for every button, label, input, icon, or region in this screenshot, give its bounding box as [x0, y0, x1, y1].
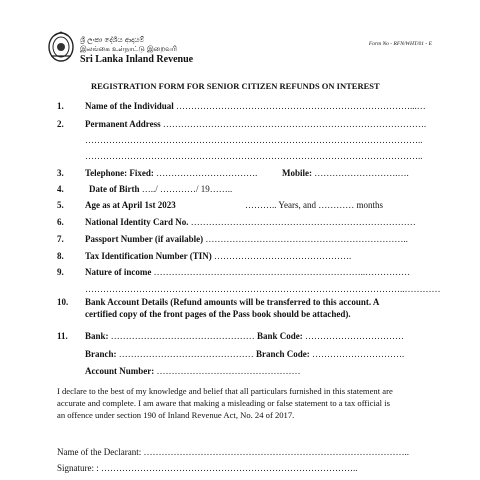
field-name[interactable]: ……………………………………………………………………...…: [176, 101, 426, 111]
item-number: 2.: [57, 119, 64, 129]
field-address-line1[interactable]: …………………………………………………………………………….: [162, 119, 427, 129]
field-tin[interactable]: ……………………………………….: [214, 251, 352, 261]
label-age-months: months: [356, 200, 384, 210]
field-date-of-birth[interactable]: …../ …………/ 19……..: [141, 184, 233, 194]
item-number: 9.: [57, 267, 64, 277]
label-nature-of-income: Nature of income: [85, 267, 152, 277]
field-age-years[interactable]: ………..: [245, 200, 277, 210]
field-bank[interactable]: …………………………………………: [110, 331, 255, 341]
form-title: REGISTRATION FORM FOR SENIOR CITIZEN REFUNDS ON INTEREST: [91, 81, 380, 91]
declaration-line2: accurate and complete. I am aware that making a misleading or false statement to a tax official is: [57, 398, 390, 408]
label-bank: Bank:: [85, 331, 109, 341]
label-passport: Passport Number (if available): [85, 234, 204, 244]
field-age-months[interactable]: …………: [318, 200, 355, 210]
field-mobile[interactable]: ……………………….….: [314, 168, 409, 178]
field-nature-of-income-line1[interactable]: ……………………………………………………………..……………: [153, 267, 411, 277]
field-declarant-name[interactable]: ……………………………………………………………………………..: [143, 447, 409, 457]
field-signature[interactable]: …………………………………………………………………………..: [101, 463, 358, 473]
emblem-logo: [46, 30, 76, 64]
field-address-line2[interactable]: …………………………………………………………………………………………………..: [85, 135, 423, 145]
label-name: Name of the Individual: [85, 101, 174, 111]
label-branch: Branch:: [85, 349, 117, 359]
item-number: 8.: [57, 251, 64, 261]
field-nic[interactable]: …………………………………………………………………: [190, 217, 416, 227]
field-passport[interactable]: …………………………………………………………..: [205, 234, 408, 244]
form-number: Form No - RFN/WHT/01 - E: [368, 41, 432, 47]
label-telephone-fixed: Telephone: Fixed:: [85, 168, 154, 178]
item-number: 6.: [57, 217, 64, 227]
field-branch-code[interactable]: ………………………….: [312, 349, 405, 359]
item-number: 10.: [57, 297, 69, 307]
label-mobile: Mobile:: [282, 168, 312, 178]
label-account-number: Account Number:: [85, 366, 155, 376]
declaration-line3: an offence under section 190 of Inland Revenue Act, No. 24 of 2017.: [57, 410, 295, 420]
field-address-line3[interactable]: …………………………………………………………………………………………………..: [85, 151, 423, 161]
label-signature: Signature: :: [57, 463, 99, 473]
label-branch-code: Branch Code:: [256, 349, 310, 359]
label-age-years: Years, and: [278, 200, 317, 210]
bank-details-note-line1: Bank Account Details (Refund amounts will be transferred to this account. A: [85, 297, 380, 307]
label-age: Age as at April 1st 2023: [85, 200, 176, 210]
label-date-of-birth: Date of Birth: [89, 184, 140, 194]
item-number: 1.: [57, 101, 64, 111]
field-nature-of-income-line2[interactable]: ……………………………………………………………………………………………..…………: [85, 284, 441, 294]
field-bank-code[interactable]: ……………………………: [305, 331, 405, 341]
label-nic: National Identity Card No.: [85, 217, 189, 227]
label-tin: Tax Identification Number (TIN): [85, 251, 212, 261]
field-branch[interactable]: ………………………………………: [118, 349, 254, 359]
org-name-tamil: இலங்கை உள்நாட்டு இறைவரி: [80, 45, 177, 53]
org-name-sinhala: ශ්‍රී ලංකා දේශීය ආදායම්: [80, 36, 145, 44]
field-telephone-fixed[interactable]: …………………………….: [156, 168, 258, 178]
label-bank-code: Bank Code:: [257, 331, 303, 341]
declaration-line1: I declare to the best of my knowledge and belief that all particulars furnished in this statement are: [57, 386, 393, 396]
item-number: 7.: [57, 234, 64, 244]
label-address: Permanent Address: [85, 119, 161, 129]
item-number: 4.: [57, 184, 64, 194]
label-declarant-name: Name of the Declarant:: [57, 447, 142, 457]
item-number: 11.: [57, 331, 68, 341]
bank-details-note-line2: certified copy of the front pages of the Pass book should be attached).: [85, 309, 351, 319]
org-name-english: Sri Lanka Inland Revenue: [80, 54, 194, 65]
field-account-number[interactable]: …………………………………………: [156, 366, 301, 376]
item-number: 3.: [57, 168, 64, 178]
item-number: 5.: [57, 200, 64, 210]
